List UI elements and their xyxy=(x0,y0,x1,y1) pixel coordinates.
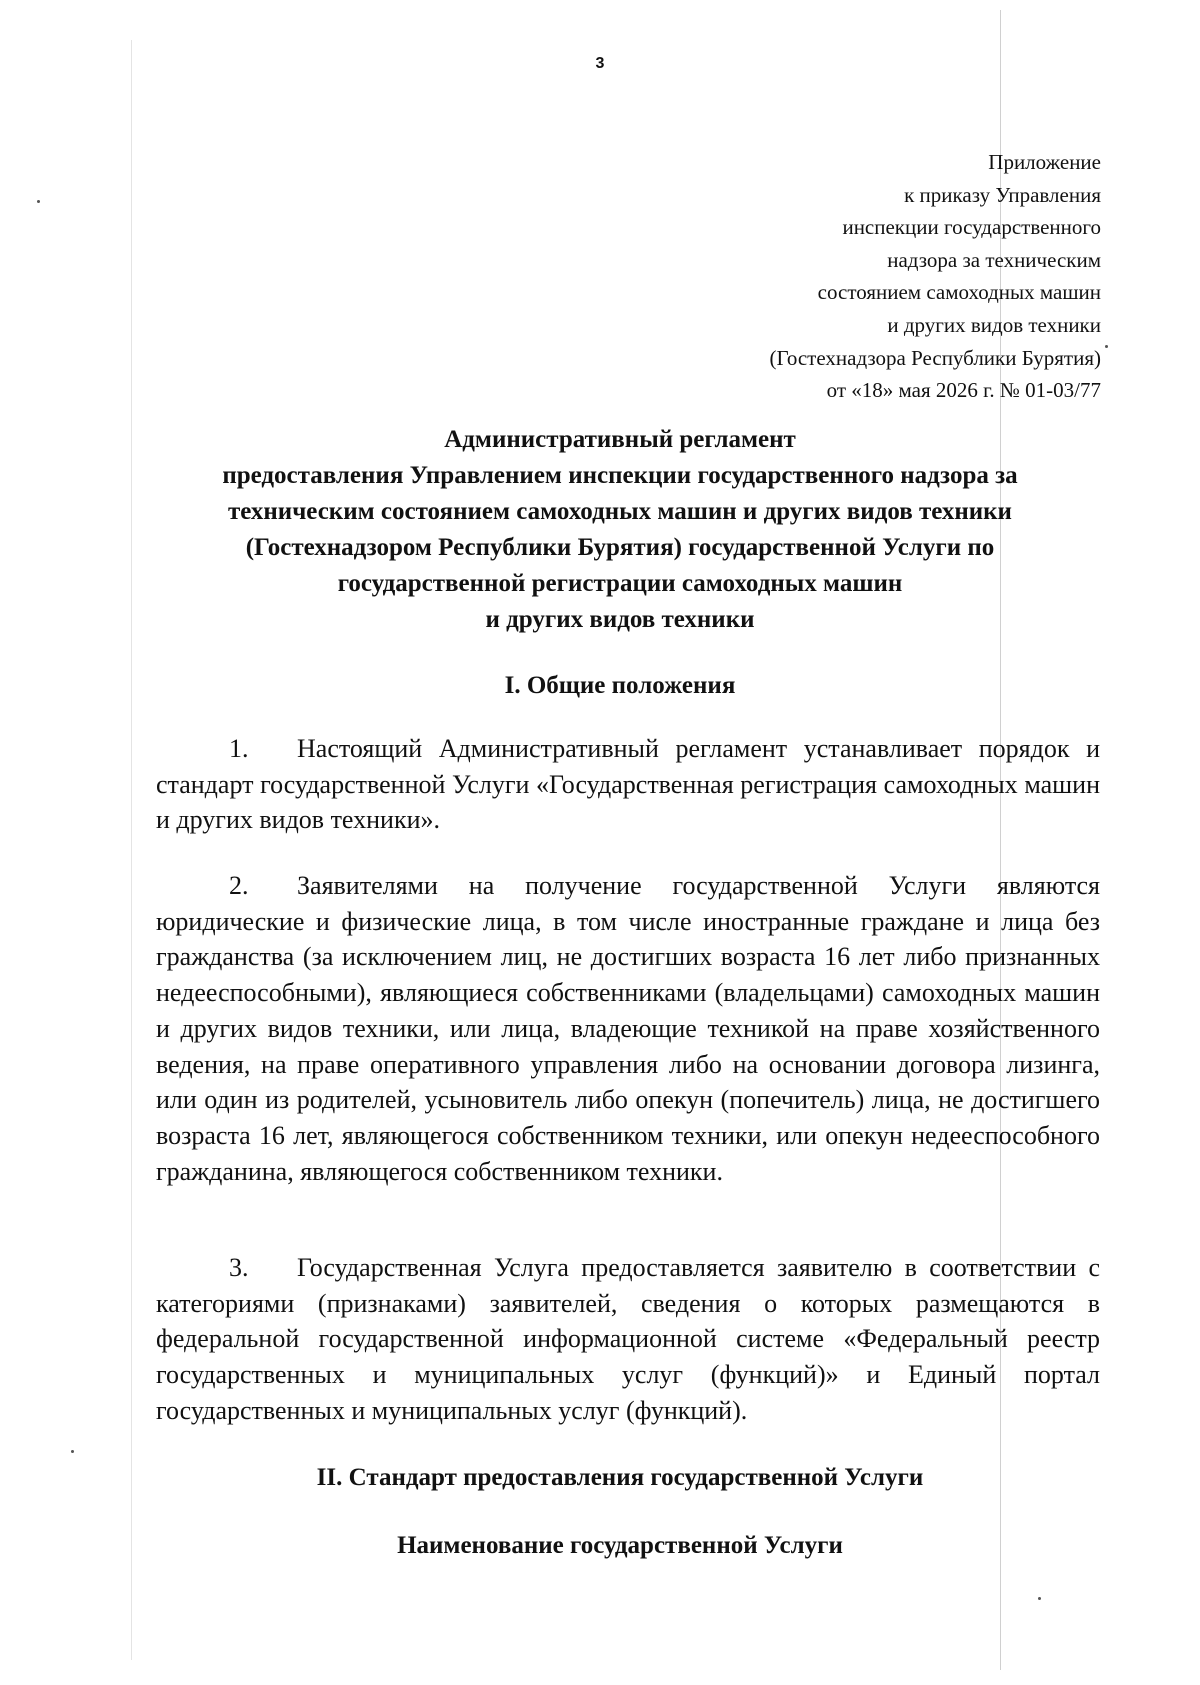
paragraph-number: 1. xyxy=(229,734,249,763)
appendix-line: к приказу Управления xyxy=(904,182,1101,207)
document-title-line: предоставления Управлением инспекции государственного надзора за xyxy=(222,462,1018,489)
appendix-line: состоянием самоходных машин xyxy=(817,280,1101,305)
section-heading-standard: II. Стандарт предоставления государственной Услуги xyxy=(316,1464,924,1491)
appendix-line: надзора за техническим xyxy=(887,247,1101,272)
scan-artifact-dot xyxy=(1105,345,1108,348)
document-title-line: (Гостехнадзором Республики Бурятия) государственной Услуги по xyxy=(245,534,995,561)
scan-artifact-line xyxy=(131,40,132,1660)
document-title-line: и других видов техники xyxy=(485,606,755,633)
document-title-line: Административный регламент xyxy=(444,426,796,453)
paragraph-1 xyxy=(156,731,1100,838)
document-title-line: государственной регистрации самоходных машин xyxy=(337,570,903,597)
paragraph-number: 2. xyxy=(229,871,249,900)
paragraph-text: Государственная Услуга предоставляется заявителю в соответствии с категориями (признаками) заявителей, сведения о которых размещаются в федеральной государственной информационной системе «Федеральный реестр государственных и муниципальных услуг (функций)» и Единый портал государственных и муниципальных услуг (функций). xyxy=(156,1253,1100,1425)
paragraph-2 xyxy=(156,868,1100,1189)
page-number: 3 xyxy=(595,55,605,72)
paragraph-3 xyxy=(156,1250,1100,1429)
appendix-line: Приложение xyxy=(988,150,1101,174)
scan-artifact-dot xyxy=(37,200,40,203)
appendix-line: инспекции государственного xyxy=(842,215,1101,240)
appendix-line: (Гостехнадзора Республики Бурятия) xyxy=(769,345,1101,370)
appendix-line: от «18» мая 2026 г. № 01-03/77 xyxy=(826,378,1101,403)
appendix-line: и других видов техники xyxy=(887,312,1101,337)
subsection-heading-service-name: Наименование государственной Услуги xyxy=(397,1532,843,1559)
scan-artifact-dot xyxy=(1038,1597,1041,1600)
document-title-line: техническим состоянием самоходных машин и других видов техники xyxy=(228,498,1012,525)
paragraph-text: Заявителями на получение государственной Услуги являются юридические и физические лица, в том числе иностранные граждане и лица без гражданства (за исключением лиц, не достигших возраста 16 лет либо признанных недееспособными), являющиеся собственниками (владельцами) самоходных машин и других видов техники, или лица, владеющие техникой на праве хозяйственного ведения, на праве оперативного управления либо на основании договора лизинга, или один из родителей, усыновитель либо опекун (попечитель) лица, не достигшего возраста 16 лет, являющегося собственником техники, или опекун недееспособного гражданина, являющегося собственником техники. xyxy=(156,871,1100,1186)
appendix-block xyxy=(581,146,1101,407)
paragraph-text: Настоящий Административный регламент устанавливает порядок и стандарт государственной Услуги «Государственная регистрация самоходных машин и других видов техники». xyxy=(156,734,1100,835)
section-heading-general: I. Общие положения xyxy=(504,672,736,699)
scan-artifact-dot xyxy=(71,1450,74,1453)
document-title xyxy=(130,422,1110,638)
paragraph-number: 3. xyxy=(229,1253,249,1282)
